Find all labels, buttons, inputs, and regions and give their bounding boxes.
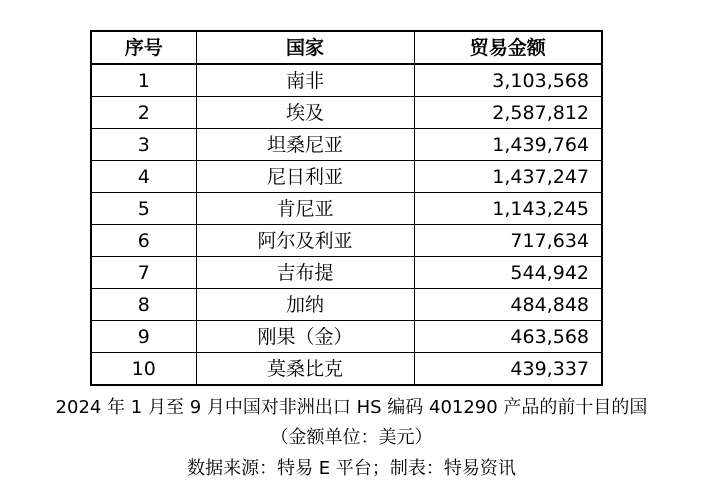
table-caption-source: 数据来源：特易 E 平台；制表：特易资讯 bbox=[187, 458, 516, 479]
table-row bbox=[91, 225, 602, 257]
table-row bbox=[91, 321, 602, 353]
amount-cell: 2,587,812 bbox=[414, 97, 602, 129]
amount-cell: 1,143,245 bbox=[414, 193, 602, 225]
table-row bbox=[91, 193, 602, 225]
trade-table bbox=[90, 30, 603, 386]
table-row bbox=[91, 257, 602, 289]
rank-cell: 6 bbox=[91, 225, 196, 257]
country-cell: 尼日利亚 bbox=[196, 161, 414, 193]
table-header-row bbox=[91, 31, 602, 64]
amount-cell: 717,634 bbox=[414, 225, 602, 257]
country-cell: 埃及 bbox=[196, 97, 414, 129]
country-cell: 南非 bbox=[196, 64, 414, 97]
header-country: 国家 bbox=[196, 31, 414, 64]
amount-cell: 1,439,764 bbox=[414, 129, 602, 161]
amount-cell: 484,848 bbox=[414, 289, 602, 321]
header-rank: 序号 bbox=[91, 31, 196, 64]
country-cell: 吉布提 bbox=[196, 257, 414, 289]
table-caption-unit: （金额单位：美元） bbox=[270, 427, 433, 448]
amount-cell: 544,942 bbox=[414, 257, 602, 289]
country-cell: 肯尼亚 bbox=[196, 193, 414, 225]
rank-cell: 7 bbox=[91, 257, 196, 289]
table-row bbox=[91, 64, 602, 97]
rank-cell: 8 bbox=[91, 289, 196, 321]
rank-cell: 1 bbox=[91, 64, 196, 97]
table-row bbox=[91, 161, 602, 193]
rank-cell: 3 bbox=[91, 129, 196, 161]
amount-cell: 463,568 bbox=[414, 321, 602, 353]
rank-cell: 5 bbox=[91, 193, 196, 225]
rank-cell: 4 bbox=[91, 161, 196, 193]
table-row bbox=[91, 129, 602, 161]
table-row bbox=[91, 289, 602, 321]
amount-cell: 1,437,247 bbox=[414, 161, 602, 193]
amount-cell: 3,103,568 bbox=[414, 64, 602, 97]
country-cell: 加纳 bbox=[196, 289, 414, 321]
rank-cell: 2 bbox=[91, 97, 196, 129]
amount-cell: 439,337 bbox=[414, 353, 602, 386]
table-row bbox=[91, 353, 602, 386]
rank-cell: 9 bbox=[91, 321, 196, 353]
country-cell: 坦桑尼亚 bbox=[196, 129, 414, 161]
country-cell: 阿尔及利亚 bbox=[196, 225, 414, 257]
country-cell: 莫桑比克 bbox=[196, 353, 414, 386]
header-amount: 贸易金额 bbox=[414, 31, 602, 64]
country-cell: 刚果（金） bbox=[196, 321, 414, 353]
table-row bbox=[91, 97, 602, 129]
table-caption-title: 2024 年 1 月至 9 月中国对非洲出口 HS 编码 401290 产品的前十目的国 bbox=[55, 397, 648, 418]
rank-cell: 10 bbox=[91, 353, 196, 386]
